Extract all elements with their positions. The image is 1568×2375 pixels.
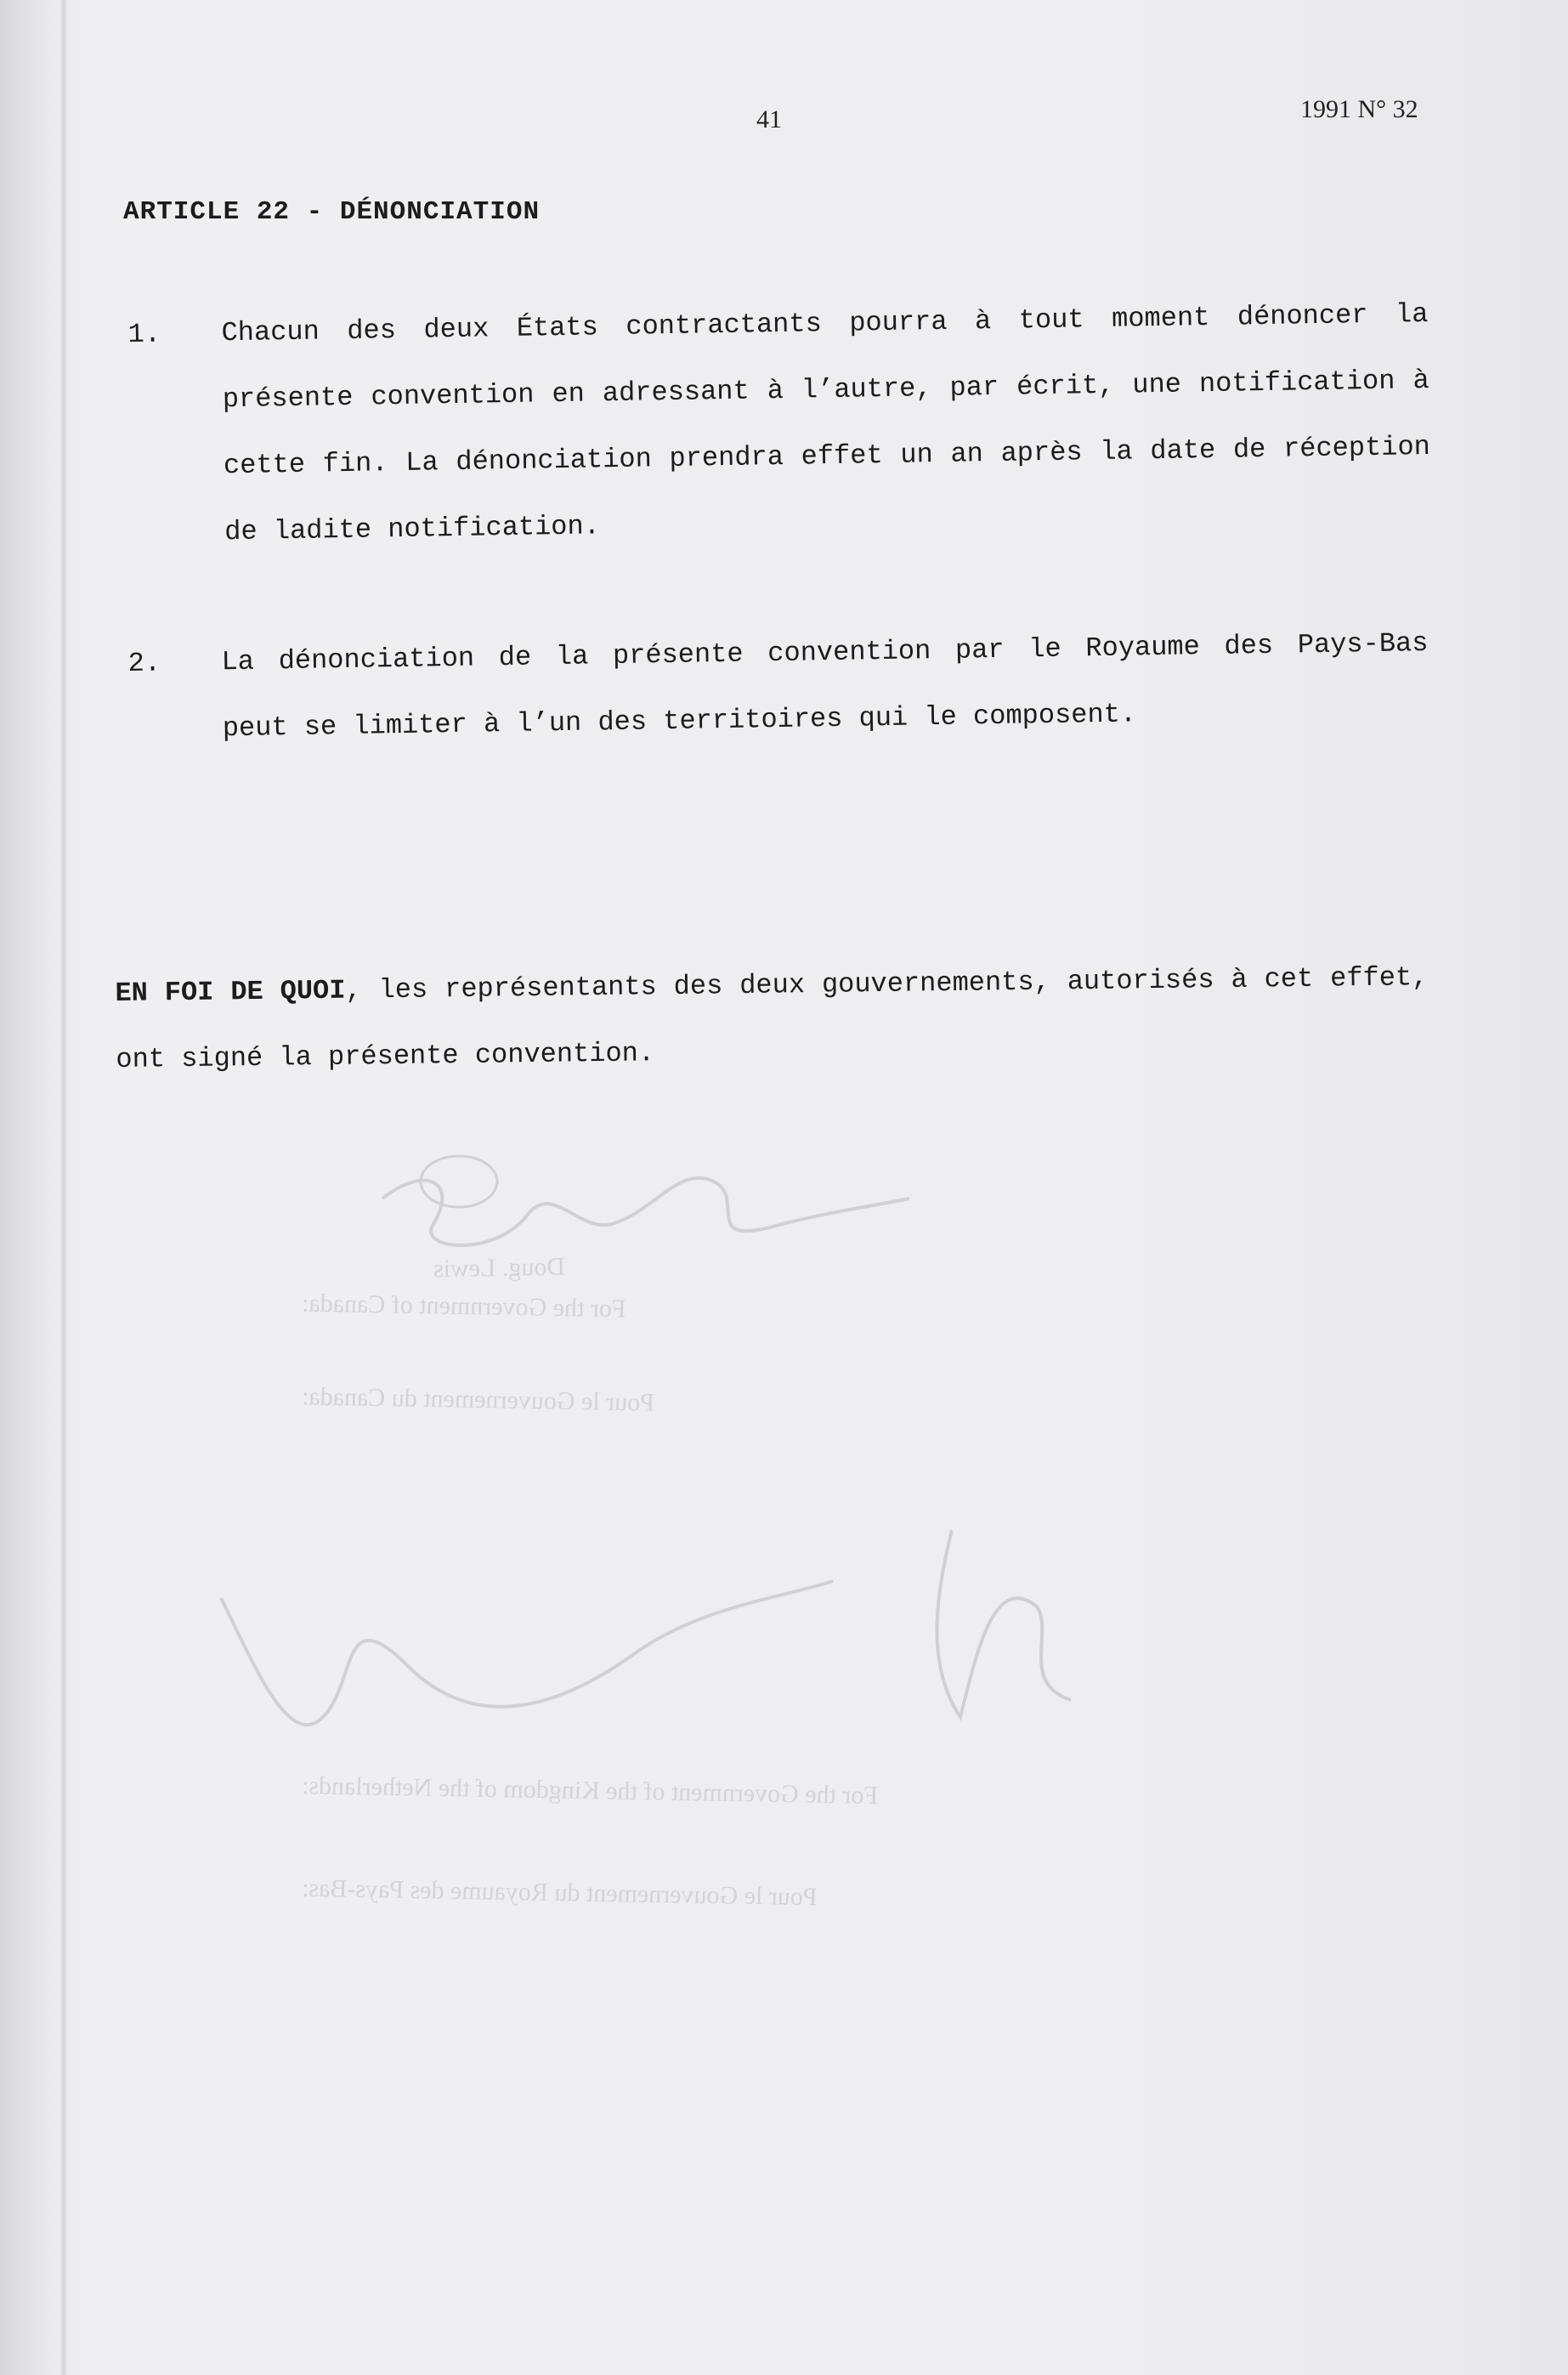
- bleed-signatory-for-fr: Pour le Gouvernement du Canada:: [301, 1382, 655, 1417]
- bleed-signature-2: [187, 1496, 1122, 1777]
- paragraph-number: 2.: [127, 647, 161, 679]
- bleed-signatory2-for-en: For the Government of the Kingdom of the Netherlands:: [301, 1771, 879, 1810]
- bleed-signature-1: [357, 1131, 952, 1301]
- bleed-signatory-for-en: For the Government of Canada:: [301, 1289, 626, 1324]
- bleed-signatory-name: Doug. Lewis: [433, 1252, 566, 1284]
- article-heading: ARTICLE 22 - DÉNONCIATION: [123, 197, 541, 227]
- paragraph-number: 1.: [127, 318, 161, 350]
- paragraph-text: Chacun des deux États contractants pourra à tout moment dénoncer la présente convention en adressant à l’autre, par écrit, une notification à cette fin. La dénonciation prendra effet un an après la date de réception de ladite notification.: [221, 298, 1431, 548]
- paragraph-text: La dénonciation de la présente convention par le Royaume des Pays-Bas peut se limiter à l’un des territoires qui le composent.: [221, 626, 1429, 745]
- closing-lead: EN FOI DE QUOI: [115, 974, 346, 1009]
- closing-clause: [115, 944, 1429, 1093]
- article-paragraph: [127, 610, 1429, 763]
- bleed-signatory2-for-fr: Pour le Gouvernement du Royaume des Pays-Bas:: [301, 1873, 818, 1912]
- page-binding-shadow: [59, 0, 68, 2375]
- article-paragraph: [127, 281, 1432, 567]
- document-reference: 1991 N° 32: [1300, 95, 1418, 123]
- page-number: 41: [756, 105, 782, 133]
- closing-text: , les représentants des deux gouvernements, autorisés à cet effet, ont signé la présente convention.: [116, 961, 1429, 1075]
